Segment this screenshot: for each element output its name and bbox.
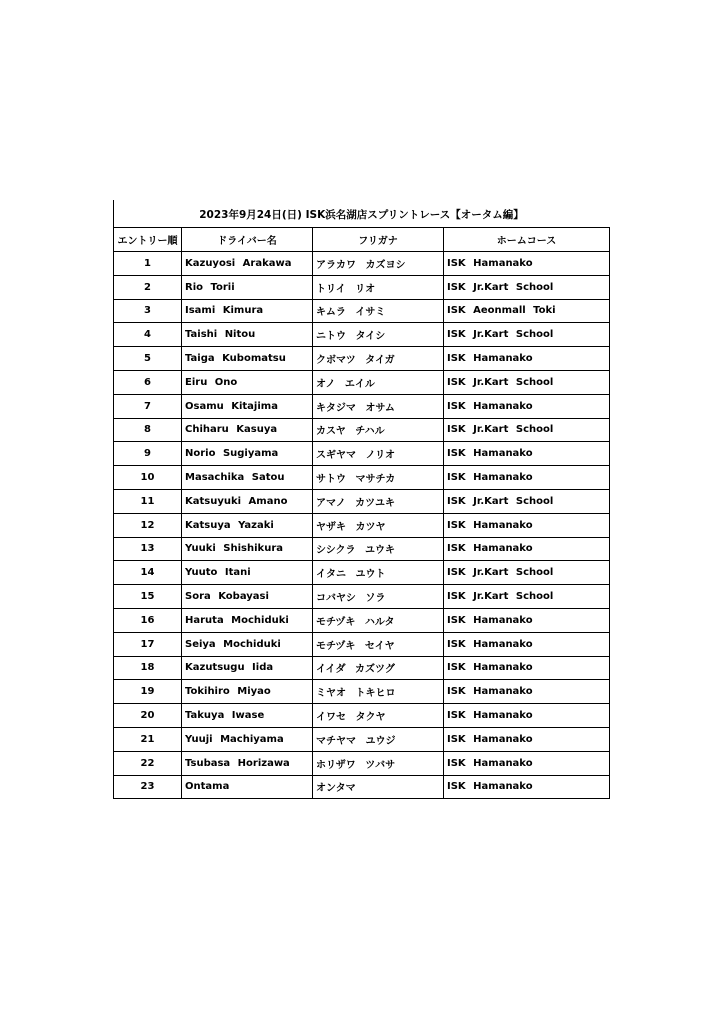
- driver-name: Eiru Ono: [182, 370, 313, 394]
- driver-name: Kazutsugu Iida: [182, 656, 313, 680]
- entry-number: 3: [114, 299, 182, 323]
- entry-number: 2: [114, 275, 182, 299]
- home-course: ISK Hamanako: [444, 252, 610, 276]
- entry-number: 18: [114, 656, 182, 680]
- home-course: ISK Hamanako: [444, 751, 610, 775]
- entry-number: 6: [114, 370, 182, 394]
- entry-number: 11: [114, 489, 182, 513]
- driver-name: Takuya Iwase: [182, 704, 313, 728]
- table-row: [114, 418, 610, 442]
- home-course: ISK Hamanako: [444, 680, 610, 704]
- driver-name: Chiharu Kasuya: [182, 418, 313, 442]
- table-row: [114, 252, 610, 276]
- column-header-entry-order: エントリー順: [114, 228, 182, 252]
- driver-furigana: モチヅキ セイヤ: [313, 632, 444, 656]
- home-course: ISK Jr.Kart School: [444, 323, 610, 347]
- entry-number: 16: [114, 608, 182, 632]
- driver-name: Katsuya Yazaki: [182, 513, 313, 537]
- driver-furigana: カスヤ チハル: [313, 418, 444, 442]
- home-course: ISK Jr.Kart School: [444, 370, 610, 394]
- driver-furigana: モチヅキ ハルタ: [313, 608, 444, 632]
- driver-name: Katsuyuki Amano: [182, 489, 313, 513]
- driver-furigana: コバヤシ ソラ: [313, 585, 444, 609]
- column-header-furigana: フリガナ: [313, 228, 444, 252]
- home-course: ISK Aeonmall Toki: [444, 299, 610, 323]
- driver-furigana: キタジマ オサム: [313, 394, 444, 418]
- driver-name: Seiya Mochiduki: [182, 632, 313, 656]
- driver-furigana: スギヤマ ノリオ: [313, 442, 444, 466]
- entry-number: 13: [114, 537, 182, 561]
- entry-number: 22: [114, 751, 182, 775]
- driver-furigana: オンタマ: [313, 775, 444, 799]
- table-row: [114, 489, 610, 513]
- driver-name: Kazuyosi Arakawa: [182, 252, 313, 276]
- table-row: [114, 347, 610, 371]
- driver-name: Norio Sugiyama: [182, 442, 313, 466]
- driver-name: Tokihiro Miyao: [182, 680, 313, 704]
- home-course: ISK Hamanako: [444, 513, 610, 537]
- driver-name: Taiga Kubomatsu: [182, 347, 313, 371]
- table-row: [114, 704, 610, 728]
- driver-name: Taishi Nitou: [182, 323, 313, 347]
- table-row: [114, 680, 610, 704]
- entry-number: 19: [114, 680, 182, 704]
- table-row: [114, 442, 610, 466]
- home-course: ISK Hamanako: [444, 394, 610, 418]
- table-row: [114, 656, 610, 680]
- entry-number: 23: [114, 775, 182, 799]
- driver-furigana: サトウ マサチカ: [313, 466, 444, 490]
- home-course: ISK Jr.Kart School: [444, 489, 610, 513]
- driver-name: Yuuki Shishikura: [182, 537, 313, 561]
- home-course: ISK Hamanako: [444, 442, 610, 466]
- home-course: ISK Hamanako: [444, 632, 610, 656]
- home-course: ISK Hamanako: [444, 608, 610, 632]
- table-row: [114, 370, 610, 394]
- home-course: ISK Jr.Kart School: [444, 585, 610, 609]
- home-course: ISK Hamanako: [444, 775, 610, 799]
- table-row: [114, 561, 610, 585]
- table-row: [114, 751, 610, 775]
- entry-number: 1: [114, 252, 182, 276]
- driver-furigana: ヤザキ カツヤ: [313, 513, 444, 537]
- home-course: ISK Jr.Kart School: [444, 275, 610, 299]
- home-course: ISK Hamanako: [444, 727, 610, 751]
- entry-number: 12: [114, 513, 182, 537]
- driver-name: Sora Kobayasi: [182, 585, 313, 609]
- table-row: [114, 394, 610, 418]
- driver-name: Isami Kimura: [182, 299, 313, 323]
- driver-furigana: イタニ ユウト: [313, 561, 444, 585]
- column-header-driver-name: ドライバー名: [182, 228, 313, 252]
- column-header-home-course: ホームコース: [444, 228, 610, 252]
- home-course: ISK Hamanako: [444, 466, 610, 490]
- home-course: ISK Jr.Kart School: [444, 418, 610, 442]
- table-row: [114, 632, 610, 656]
- entry-number: 17: [114, 632, 182, 656]
- driver-name: Yuuji Machiyama: [182, 727, 313, 751]
- entry-number: 5: [114, 347, 182, 371]
- driver-furigana: アラカワ カズヨシ: [313, 252, 444, 276]
- driver-furigana: オノ エイル: [313, 370, 444, 394]
- table-row: [114, 727, 610, 751]
- driver-name: Yuuto Itani: [182, 561, 313, 585]
- driver-furigana: シシクラ ユウキ: [313, 537, 444, 561]
- table-row: [114, 537, 610, 561]
- driver-furigana: ニトウ タイシ: [313, 323, 444, 347]
- home-course: ISK Hamanako: [444, 537, 610, 561]
- driver-furigana: ミヤオ トキヒロ: [313, 680, 444, 704]
- driver-furigana: アマノ カツユキ: [313, 489, 444, 513]
- table-row: [114, 775, 610, 799]
- home-course: ISK Jr.Kart School: [444, 561, 610, 585]
- table-body: [114, 252, 610, 799]
- driver-name: Ontama: [182, 775, 313, 799]
- driver-name: Tsubasa Horizawa: [182, 751, 313, 775]
- driver-name: Masachika Satou: [182, 466, 313, 490]
- table-row: [114, 608, 610, 632]
- table-row: [114, 323, 610, 347]
- entry-number: 21: [114, 727, 182, 751]
- table-header-row: [114, 228, 610, 252]
- entry-table: [113, 227, 610, 799]
- home-course: ISK Hamanako: [444, 704, 610, 728]
- entry-number: 8: [114, 418, 182, 442]
- table-row: [114, 585, 610, 609]
- driver-name: Haruta Mochiduki: [182, 608, 313, 632]
- driver-furigana: ホリザワ ツバサ: [313, 751, 444, 775]
- entry-number: 14: [114, 561, 182, 585]
- entry-number: 15: [114, 585, 182, 609]
- entry-sheet: [113, 200, 609, 799]
- document-title: 2023年9月24日(日) ISK浜名湖店スプリントレース【オータム編】: [113, 200, 609, 227]
- table-row: [114, 299, 610, 323]
- driver-furigana: キムラ イサミ: [313, 299, 444, 323]
- driver-furigana: イイダ カズツグ: [313, 656, 444, 680]
- table-row: [114, 466, 610, 490]
- entry-number: 20: [114, 704, 182, 728]
- table-row: [114, 513, 610, 537]
- home-course: ISK Hamanako: [444, 656, 610, 680]
- entry-number: 10: [114, 466, 182, 490]
- driver-name: Rio Torii: [182, 275, 313, 299]
- table-row: [114, 275, 610, 299]
- entry-number: 9: [114, 442, 182, 466]
- driver-furigana: イワセ タクヤ: [313, 704, 444, 728]
- driver-furigana: クボマツ タイガ: [313, 347, 444, 371]
- home-course: ISK Hamanako: [444, 347, 610, 371]
- entry-number: 4: [114, 323, 182, 347]
- entry-number: 7: [114, 394, 182, 418]
- driver-name: Osamu Kitajima: [182, 394, 313, 418]
- driver-furigana: トリイ リオ: [313, 275, 444, 299]
- driver-furigana: マチヤマ ユウジ: [313, 727, 444, 751]
